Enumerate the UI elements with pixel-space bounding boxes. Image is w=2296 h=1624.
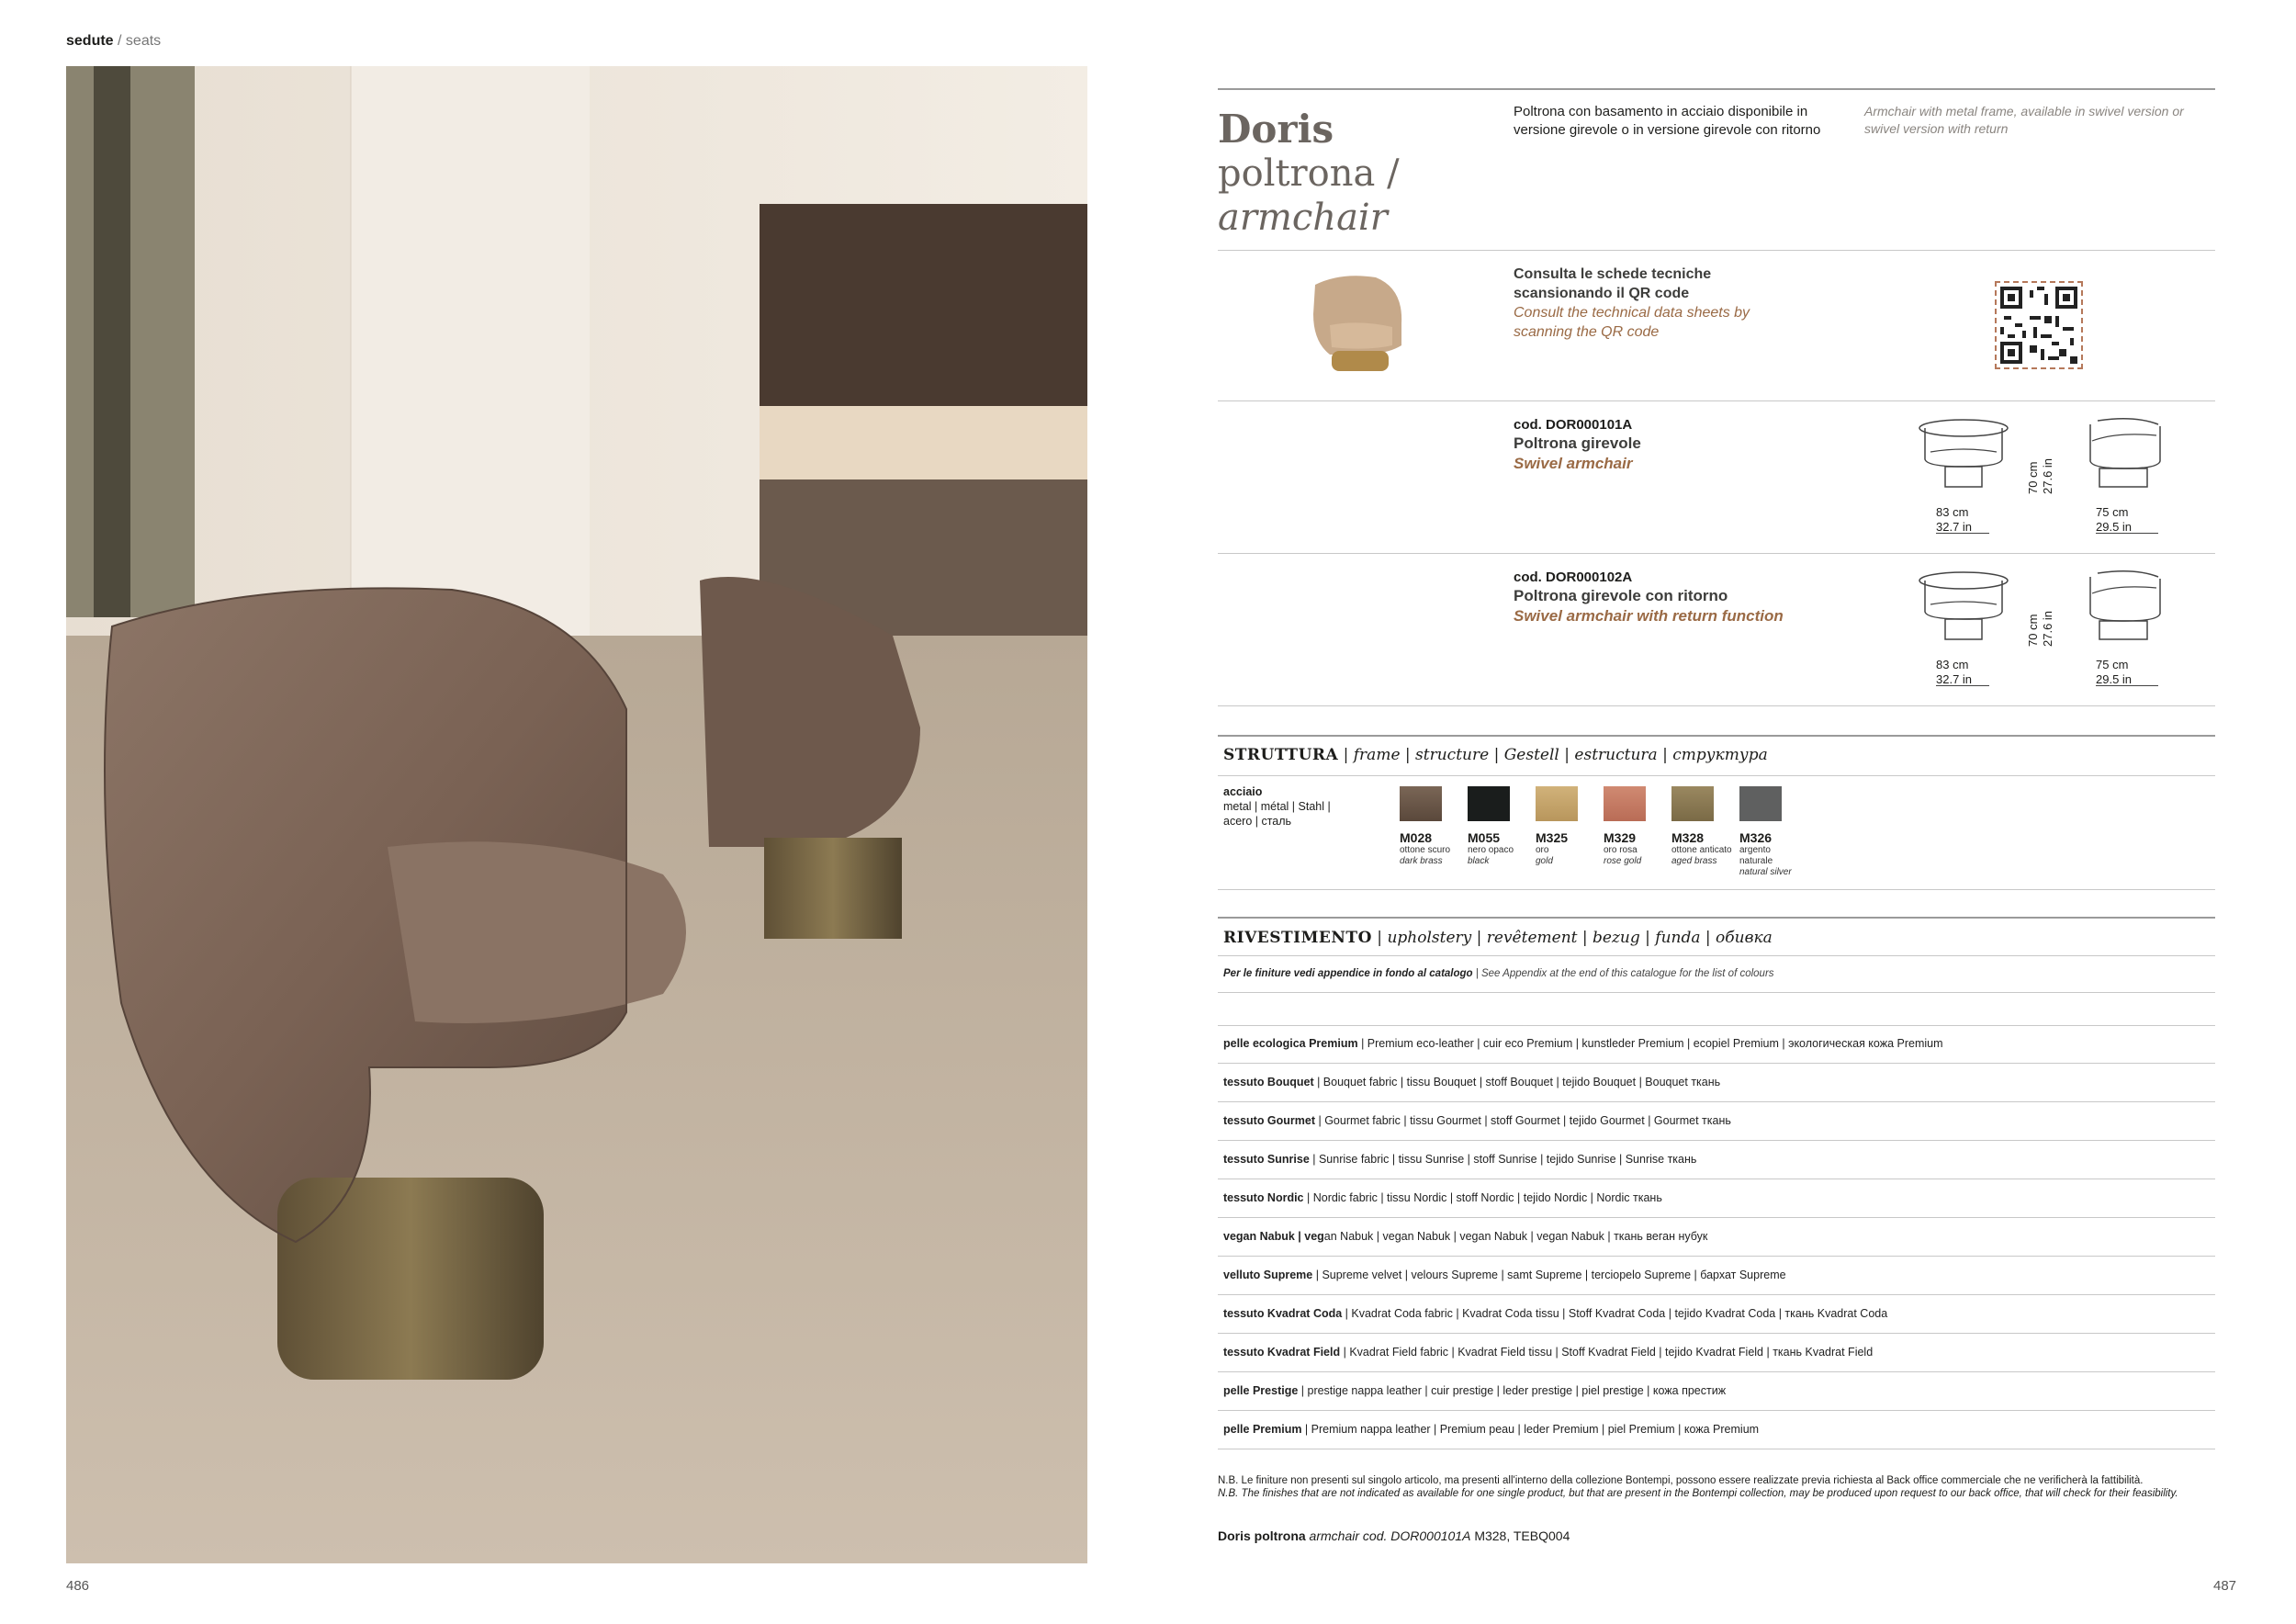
swatch-color	[1468, 786, 1510, 821]
upholstery-row: pelle ecologica Premium | Premium eco-leather | cuir eco Premium | kunstleder Premium | ecopiel Premium | экологическая кожа Premium	[1223, 1037, 1943, 1050]
upholstery-row: velluto Supreme | Supreme velvet | velours Supreme | samt Supreme | terciopelo Supreme | бархат Supreme	[1223, 1269, 1786, 1281]
qr-code[interactable]	[1995, 281, 2083, 369]
divider	[1218, 992, 2215, 993]
swatch-color	[1536, 786, 1578, 821]
swatch-name: ottone scuro	[1400, 845, 1451, 855]
depth-cm: 75 cm	[2096, 505, 2129, 519]
variant-code: cod. DOR000102A	[1514, 570, 1633, 585]
divider	[1218, 889, 2215, 890]
qr-text-en: Consult the technical data sheets by scanning the QR code	[1514, 305, 1750, 340]
side-view-diagram	[2079, 413, 2171, 496]
finish-swatch	[1604, 786, 1646, 867]
upholstery-note: Per le finiture vedi appendice in fondo al catalogo | See Appendix at the end of this catalogue for the list of colours	[1223, 968, 1774, 979]
width-cm: 83 cm	[1936, 658, 1969, 671]
upholstery-row: tessuto Bouquet | Bouquet fabric | tissu Bouquet | stoff Bouquet | tejido Bouquet | Bouquet ткань	[1223, 1076, 1721, 1088]
width-in: 32.7 in	[1936, 672, 1973, 686]
product-photo	[66, 66, 1087, 1563]
structure-heading: STRUTTURA | frame | structure | Gestell | estructura | структура	[1223, 746, 1768, 764]
divider	[1218, 1256, 2215, 1257]
swatch-code: M329	[1604, 830, 1637, 845]
upholstery-row: tessuto Nordic | Nordic fabric | tissu Nordic | stoff Nordic | tejido Nordic | Nordic ткань	[1223, 1191, 1662, 1204]
product-thumbnail	[1304, 268, 1414, 388]
finish-swatch	[1536, 786, 1578, 867]
divider	[1218, 1294, 2215, 1295]
divider	[1218, 1025, 2215, 1026]
variant-name-en: Swivel armchair with return function	[1514, 607, 1784, 625]
divider	[1218, 400, 2215, 401]
width-cm: 83 cm	[1936, 505, 1969, 519]
upholstery-row: tessuto Kvadrat Coda | Kvadrat Coda fabric | Kvadrat Coda tissu | Stoff Kvadrat Coda | tejido Kvadrat Coda | ткань Kvadrat Coda	[1223, 1307, 1888, 1320]
divider	[1218, 1410, 2215, 1411]
swatch-code: M328	[1671, 830, 1705, 845]
description-en: Armchair with metal frame, available in swivel version or swivel version with return	[1864, 104, 2184, 136]
divider	[1218, 735, 2215, 737]
variant-code: cod. DOR000101A	[1514, 417, 1633, 433]
upholstery-row: pelle Prestige | prestige nappa leather | cuir prestige | leder prestige | piel prestige | кожа престиж	[1223, 1384, 1727, 1397]
upholstery-row: pelle Premium | Premium nappa leather | Premium peau | leder Premium | piel Premium | кожа Premium	[1223, 1423, 1760, 1436]
qr-text-it: Consulta le schede tecniche scansionando il QR code	[1514, 266, 1712, 301]
divider	[1218, 955, 2215, 956]
swatch-color	[1400, 786, 1442, 821]
height-cm: 70 cm	[2026, 614, 2040, 647]
finish-swatch	[1468, 786, 1514, 867]
swatch-color	[1739, 786, 1782, 821]
page-number-right: 487	[2213, 1578, 2237, 1594]
description-it: Poltrona con basamento in acciaio disponibile in versione girevole o in versione girevole con ritorno	[1514, 104, 1821, 138]
divider	[1218, 553, 2215, 554]
section-label: sedute / seats	[66, 33, 162, 49]
variant-name-it: Poltrona girevole	[1514, 434, 1641, 452]
divider	[1218, 917, 2215, 919]
divider	[1218, 775, 2215, 776]
finish-swatch	[1671, 786, 1732, 867]
upholstery-row: tessuto Sunrise | Sunrise fabric | tissu Sunrise | stoff Sunrise | tejido Sunrise | Sunrise ткань	[1223, 1153, 1697, 1166]
product-type-en: armchair	[1218, 197, 1388, 239]
front-view-diagram	[1918, 413, 2009, 496]
height-cm: 70 cm	[2026, 461, 2040, 494]
swatch-code: M326	[1739, 830, 1773, 845]
width-in: 32.7 in	[1936, 520, 1973, 534]
swatch-name: argento naturale	[1739, 845, 1773, 866]
height-in: 27.6 in	[2041, 610, 2054, 647]
depth-cm: 75 cm	[2096, 658, 2129, 671]
front-view-diagram	[1918, 566, 2009, 648]
divider	[1218, 250, 2215, 251]
upholstery-row: tessuto Gourmet | Gourmet fabric | tissu Gourmet | stoff Gourmet | tejido Gourmet | Gourmet ткань	[1223, 1114, 1731, 1127]
depth-in: 29.5 in	[2096, 672, 2133, 686]
page-number-left: 486	[66, 1578, 90, 1594]
swatch-name: oro	[1536, 845, 1549, 855]
product-name: Doris	[1218, 107, 1334, 152]
swatch-name: oro rosa	[1604, 845, 1638, 855]
divider	[1218, 1101, 2215, 1102]
upholstery-row: tessuto Kvadrat Field | Kvadrat Field fabric | Kvadrat Field tissu | Stoff Kvadrat Field | tejido Kvadrat Field | ткань Kvadrat Field	[1223, 1346, 1874, 1359]
divider	[1218, 1333, 2215, 1334]
swatch-code: M028	[1400, 830, 1433, 845]
upholstery-row: vegan Nabuk | vegan Nabuk | vegan Nabuk | vegan Nabuk | vegan Nabuk | ткань веган нубук	[1223, 1230, 1708, 1243]
footnote-en: N.B. The finishes that are not indicated as available for one single product, but that are present in the Bontempi collection, may be produced upon request to our back office, that will check for their feasibility.	[1218, 1488, 2178, 1499]
swatch-color	[1671, 786, 1714, 821]
swatch-name-en: aged brass	[1671, 856, 1717, 866]
upholstery-heading: RIVESTIMENTO | upholstery | revêtement | bezug | funda | обивка	[1223, 929, 1773, 947]
divider	[1218, 1063, 2215, 1064]
swatch-name-en: gold	[1536, 856, 1553, 866]
side-view-diagram	[2079, 566, 2171, 648]
swatch-code: M325	[1536, 830, 1569, 845]
divider	[1218, 705, 2215, 706]
depth-in: 29.5 in	[2096, 520, 2133, 534]
swatch-code: M055	[1468, 830, 1501, 845]
swatch-name: ottone anticato	[1671, 845, 1732, 855]
swatch-name-en: black	[1468, 856, 1490, 866]
swatch-name: nero opaco	[1468, 845, 1514, 855]
finish-swatch	[1739, 786, 1795, 878]
material-name: acciaio	[1223, 785, 1263, 798]
product-type-it: poltrona /	[1218, 152, 1400, 195]
swatch-name-en: dark brass	[1400, 856, 1443, 866]
height-in: 27.6 in	[2041, 457, 2054, 494]
variant-name-it: Poltrona girevole con ritorno	[1514, 587, 1728, 604]
finish-swatch	[1400, 786, 1450, 867]
material-langs: metal | métal | Stahl |	[1223, 800, 1331, 813]
divider	[1218, 1217, 2215, 1218]
divider	[1218, 1371, 2215, 1372]
divider	[1218, 1140, 2215, 1141]
footnote-it: N.B. Le finiture non presenti sul singolo articolo, ma presenti all'interno della collezione Bontempi, possono essere realizzate previa richiesta al Back office commerciale che ne verificherà la fattibilità.	[1218, 1475, 2144, 1486]
photo-caption: Doris poltrona armchair cod. DOR000101A M328, TEBQ004	[1218, 1528, 1570, 1543]
swatch-name-en: natural silver	[1739, 867, 1792, 877]
material-langs: acero | сталь	[1223, 815, 1292, 828]
swatch-color	[1604, 786, 1646, 821]
divider	[1218, 88, 2215, 90]
swatch-name-en: rose gold	[1604, 856, 1642, 866]
variant-name-en: Swivel armchair	[1514, 455, 1633, 472]
